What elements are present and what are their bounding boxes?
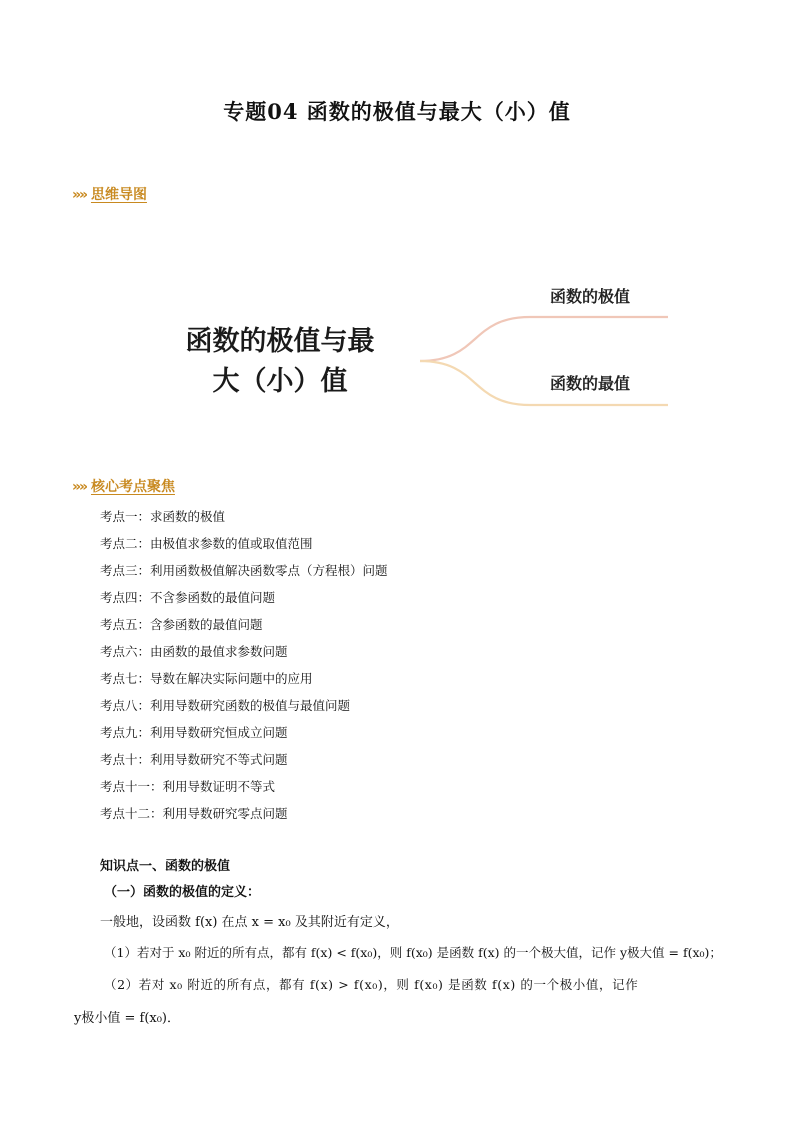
list-item: 考点十一：利用导数证明不等式 [100, 779, 276, 794]
list-item: 考点七：导数在解决实际问题中的应用 [100, 671, 313, 686]
mind-map-center-line: 大（小）值 [212, 366, 348, 397]
chevron-icon: » [79, 479, 86, 495]
definition-max: （1）若对于 x₀ 附近的所有点，都有 f(x) < f(x₀)，则 f(x₀) 是函数 f(x) 的一个极大值，记作 y极大值 = f(x₀)； [104, 945, 722, 960]
list-item: 考点四：不含参函数的最值问题 [100, 590, 276, 605]
knowledge-subheading: （一）函数的极值的定义： [104, 885, 261, 900]
chevron-icon: » [72, 187, 79, 203]
mind-map-center-line: 函数的极值与最 [185, 326, 375, 357]
mind-map-branch-extrema: 函数的极值 [550, 287, 631, 306]
knowledge-heading: 知识点一、函数的极值 [100, 859, 231, 874]
definition-min-notation: y极小值 = f(x₀)． [74, 1011, 180, 1026]
section-heading-label: 核心考点聚焦 [90, 479, 175, 495]
list-item: 考点八：利用导数研究函数的极值与最值问题 [100, 698, 351, 713]
chevron-icon: » [72, 479, 79, 495]
mind-map-center [160, 322, 400, 402]
page-title: 专题04 函数的极值与最大（小）值 [223, 99, 571, 124]
list-item: 考点十：利用导数研究不等式问题 [100, 752, 288, 767]
mind-map-branch-max-min: 函数的最值 [550, 374, 631, 393]
list-item: 考点一：求函数的极值 [100, 509, 226, 524]
exam-points-list [100, 503, 388, 827]
mind-map [150, 270, 680, 420]
list-item: 考点十二：利用导数研究零点问题 [100, 806, 288, 821]
list-item: 考点九：利用导数研究恒成立问题 [100, 725, 288, 740]
section-heading-label: 思维导图 [90, 187, 147, 203]
list-item: 考点六：由函数的最值求参数问题 [100, 644, 288, 659]
definition-paragraph: 一般地，设函数 f(x) 在点 x = x₀ 及其附近有定义， [100, 915, 399, 930]
definition-min: （2）若对 x₀ 附近的所有点，都有 f(x) > f(x₀)，则 f(x₀) 是函数 f(x) 的一个极小值，记作 [104, 977, 639, 992]
section-heading-mindmap [72, 184, 147, 204]
list-item: 考点五：含参函数的最值问题 [100, 617, 263, 632]
section-heading-core [72, 476, 175, 496]
list-item: 考点二：由极值求参数的值或取值范围 [100, 536, 313, 551]
chevron-icon: » [79, 187, 86, 203]
list-item: 考点三：利用函数极值解决函数零点（方程根）问题 [100, 563, 388, 578]
